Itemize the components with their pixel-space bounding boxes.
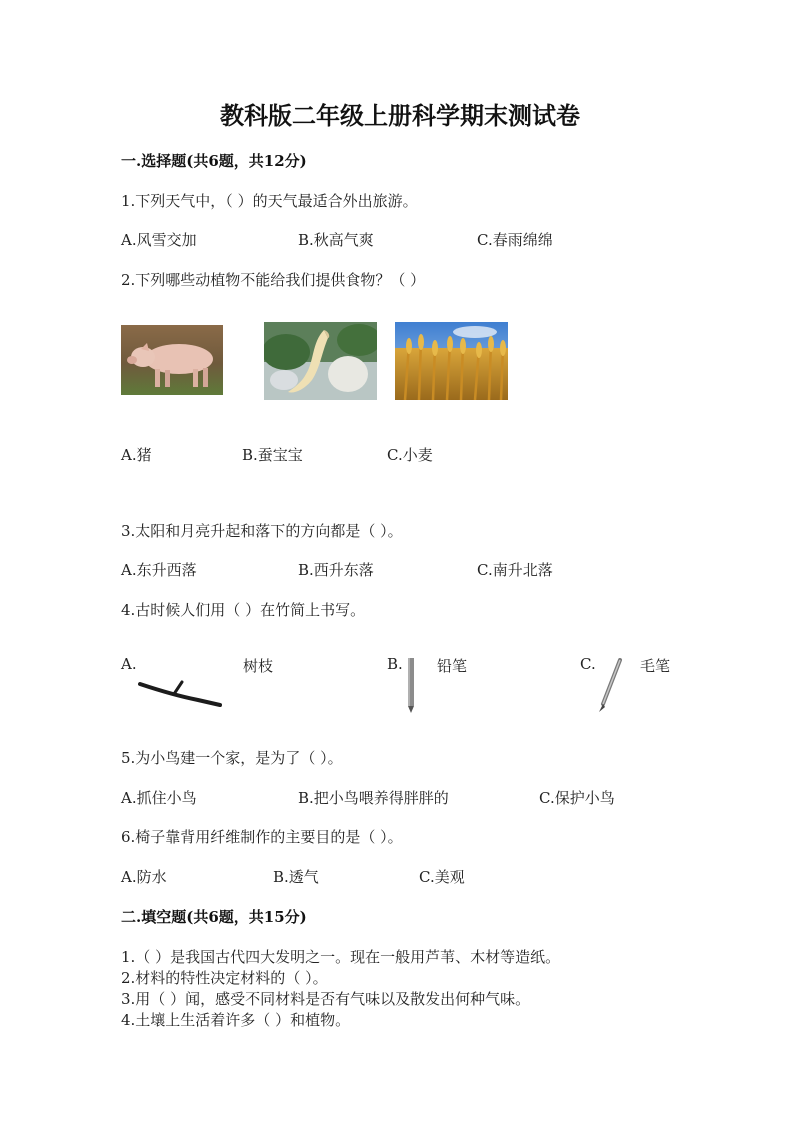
q2-option-c: C.小麦: [387, 446, 433, 464]
q2-option-a: A.猪: [121, 446, 152, 464]
q1-option-c: C.春雨绵绵: [477, 231, 553, 249]
q4-option-a-label: 树枝: [243, 657, 274, 675]
question-6: 6.椅子靠背用纤维制作的主要目的是（ ）。: [121, 828, 403, 846]
q3-option-c: C.南升北落: [477, 561, 553, 579]
q2-option-b: B.蚕宝宝: [242, 446, 303, 464]
fill-question-2: 2.材料的特性决定材料的（ ）。: [121, 969, 328, 987]
fill-question-1: 1.（ ）是我国古代四大发明之一。现在一般用芦苇、木材等造纸。: [121, 948, 561, 966]
section-heading-fill: 二.填空题(共6题，共15分): [121, 908, 307, 926]
fill-question-4: 4.土壤上生活着许多（ ）和植物。: [121, 1011, 351, 1029]
q4-option-c-letter: C.: [580, 655, 596, 673]
branch-image: [138, 678, 224, 708]
question-3: 3.太阳和月亮升起和落下的方向都是（ ）。: [121, 522, 403, 540]
q3-option-b: B.西升东落: [298, 561, 374, 579]
page-title: 教科版二年级上册科学期末测试卷: [220, 101, 580, 130]
q4-option-c-label: 毛笔: [640, 657, 671, 675]
q6-option-c: C.美观: [419, 868, 465, 886]
q6-option-a: A.防水: [121, 868, 167, 886]
q1-option-b: B.秋高气爽: [298, 231, 374, 249]
silkworm-image: [264, 322, 377, 400]
fill-question-3: 3.用（ ）闻，感受不同材料是否有气味以及散发出何种气味。: [121, 990, 531, 1008]
pencil-image: [405, 658, 417, 714]
q1-option-a: A.风雪交加: [121, 231, 197, 249]
brush-pen-image: [595, 658, 627, 714]
q4-option-b-label: 铅笔: [437, 657, 468, 675]
section-heading-choice: 一.选择题(共6题，共12分): [121, 152, 307, 170]
q6-option-b: B.透气: [273, 868, 319, 886]
wheat-image: [395, 322, 508, 400]
q5-option-c: C.保护小鸟: [539, 789, 615, 807]
question-5: 5.为小鸟建一个家，是为了（ ）。: [121, 749, 343, 767]
question-2: 2.下列哪些动植物不能给我们提供食物？（ ）: [121, 271, 426, 289]
q4-option-a-letter: A.: [121, 655, 137, 673]
question-4: 4.古时候人们用（ ）在竹简上书写。: [121, 601, 366, 619]
q5-option-a: A.抓住小鸟: [121, 789, 197, 807]
q4-option-b-letter: B.: [387, 655, 403, 673]
q5-option-b: B.把小鸟喂养得胖胖的: [298, 789, 449, 807]
pig-image: [121, 325, 223, 395]
question-1: 1.下列天气中，（ ）的天气最适合外出旅游。: [121, 192, 418, 210]
q3-option-a: A.东升西落: [121, 561, 197, 579]
